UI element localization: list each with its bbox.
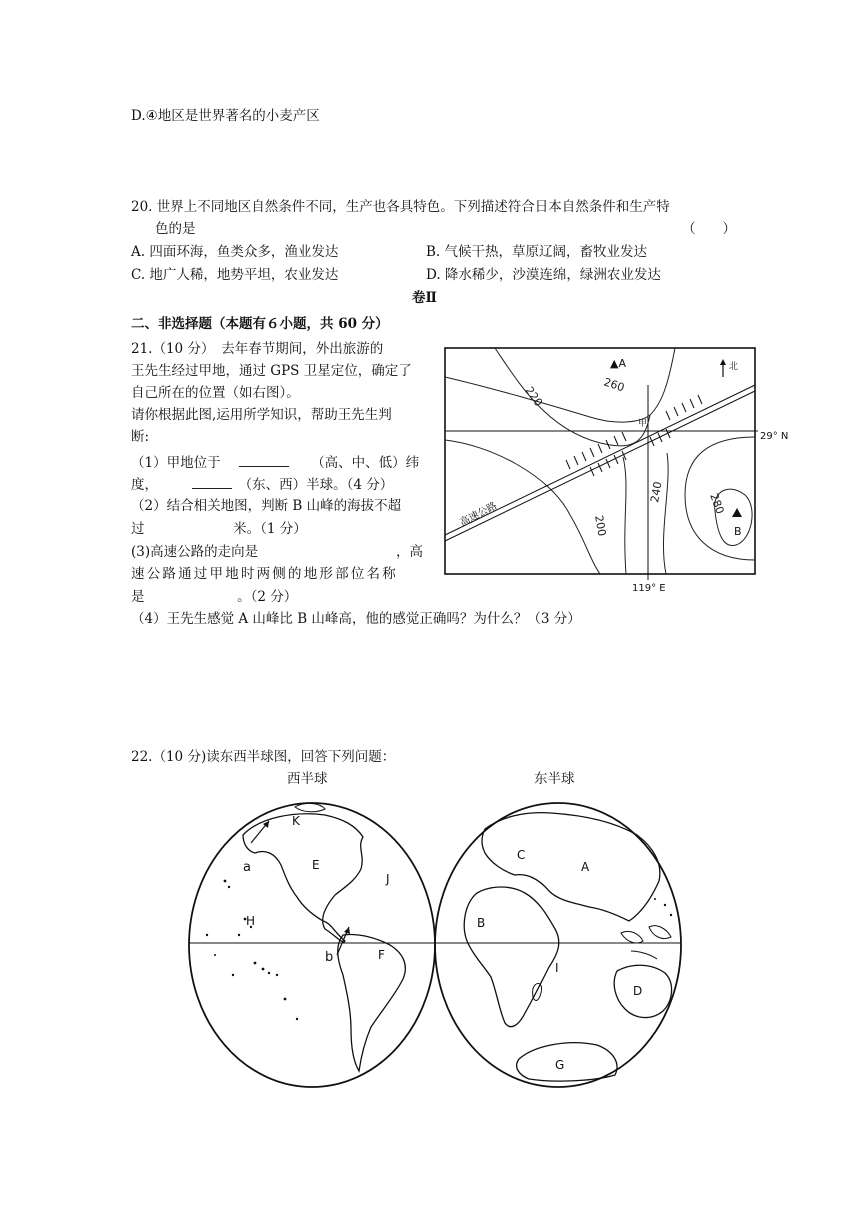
- west-hemisphere-outline: [189, 803, 435, 1087]
- answer-blank-hemisphere[interactable]: [192, 474, 232, 489]
- q21-part2-line2: [131, 518, 307, 541]
- q20-option-b: B. 气候干热，草原辽阔，畜牧业发达: [426, 244, 648, 260]
- north-label: 北: [729, 362, 739, 372]
- contour-line: [663, 453, 668, 574]
- q21-part1-a: （1）甲地位于: [131, 455, 221, 471]
- label-a-upper: A: [581, 860, 590, 874]
- q21-part3-d: 是: [131, 589, 145, 605]
- q21-part1-b: （高、中、低）纬: [311, 455, 420, 471]
- q21-line1: 21.（10 分） 去年春节期间，外出旅游的: [131, 341, 384, 357]
- volume-title: 卷Ⅱ: [412, 290, 437, 306]
- q20-stem-line2: 色的是: [155, 221, 196, 237]
- peak-b-triangle: [732, 508, 742, 517]
- arctic-island: [295, 803, 325, 811]
- q21-part2-a: （2）结合相关地图，判断 B 山峰的海拔不超: [131, 498, 402, 514]
- q21-part3-a: (3)高速公路的走向是: [131, 544, 259, 560]
- q20-option-c: C. 地广人稀，地势平坦，农业发达: [131, 267, 339, 283]
- answer-blank-terrain[interactable]: [175, 586, 231, 601]
- q21-part2-b: 过: [131, 521, 145, 537]
- jia-label: 甲: [638, 419, 648, 429]
- western-pacific-islands: [654, 898, 672, 916]
- contour-line: [445, 440, 600, 574]
- answer-blank-direction[interactable]: [290, 545, 386, 560]
- peak-b-label: B: [734, 525, 742, 538]
- contour-map-frame: [445, 348, 755, 574]
- highway-cut-hatching: [566, 395, 702, 476]
- q21-part1-line2: [131, 474, 393, 497]
- q20-option-d: D. 降水稀少，沙漠连绵，绿洲农业发达: [426, 267, 661, 283]
- label-g: G: [555, 1058, 565, 1072]
- contour-label-220: 220: [522, 384, 546, 409]
- q21-part3-e: 。（2 分）: [237, 589, 298, 605]
- q21-part4: （4）王先生感觉 A 山峰比 B 山峰高，他的感觉正确吗？为什么？（3 分）: [131, 611, 581, 627]
- answer-blank-latitude[interactable]: [239, 452, 289, 467]
- southeast-asia-islands: [621, 926, 671, 959]
- q21-part2-c: 米。（1 分）: [233, 521, 307, 537]
- contour-label-260: 260: [602, 375, 627, 395]
- q22-stem: 22.（10 分)读东西半球图，回答下列问题：: [131, 749, 396, 765]
- eurasia-outline: [482, 813, 660, 921]
- label-c: C: [517, 848, 526, 862]
- label-d: D: [633, 984, 643, 998]
- east-hemisphere-title: 东半球: [534, 771, 575, 787]
- q20-answer-paren: （ ）: [682, 221, 736, 237]
- highway-label: 高速公路: [458, 500, 500, 529]
- q21-part3-b: ，高: [396, 544, 423, 560]
- q21-part1-c: 度，: [131, 477, 158, 493]
- answer-blank-altitude[interactable]: [177, 518, 225, 533]
- label-e: E: [312, 858, 320, 872]
- west-hemisphere-title: 西半球: [287, 771, 328, 787]
- q21-part3-c: 速公路通过甲地时两侧的地形部位名称: [131, 566, 398, 582]
- contour-label-200: 200: [592, 514, 609, 538]
- label-a-lower: a: [243, 860, 251, 875]
- q21-line3: 自己所在的位置（如右图）。: [131, 385, 300, 401]
- q21-part3-line4: [131, 586, 297, 609]
- q20-option-a: A. 四面环海，鱼类众多，渔业发达: [131, 244, 339, 260]
- q20-stem-line1: 20. 世界上不同地区自然条件不同，生产也各具特色。下列描述符合日本自然条件和生产特: [131, 199, 670, 215]
- contour-label-280: 280: [707, 491, 727, 516]
- label-h: H: [246, 914, 256, 928]
- label-i: I: [555, 961, 559, 975]
- pacific-islands: [206, 880, 298, 1021]
- label-j: J: [386, 872, 390, 886]
- north-arrow-head: [720, 359, 726, 365]
- section-title: 二、非选择题（本题有６小题，共 60 分）: [131, 316, 389, 332]
- q21-line2: 王先生经过甲地，通过 GPS 卫星定位，确定了: [131, 363, 412, 379]
- contour-line: [623, 457, 626, 574]
- label-b-lower: b: [325, 950, 334, 965]
- q21-part1-d: （东、西）半球。（4 分）: [238, 477, 394, 493]
- q21-line5: 断:: [131, 429, 150, 445]
- label-k: K: [292, 814, 300, 828]
- latitude-label: 29° N: [760, 431, 789, 442]
- peak-a-label: ▲A: [610, 357, 626, 370]
- label-f: F: [378, 948, 385, 962]
- contour-label-240: 240: [648, 480, 665, 504]
- longitude-label: 119° E: [632, 583, 666, 594]
- africa-outline: [464, 887, 559, 1027]
- madagascar-outline: [533, 983, 542, 1000]
- q19-option-d: D.④地区是世界著名的小麦产区: [131, 108, 320, 124]
- q21-line4: 请你根据此图,运用所学知识，帮助王先生判: [131, 407, 392, 423]
- label-b-upper: B: [477, 916, 486, 930]
- antarctica-outline: [517, 1043, 617, 1081]
- contour-line: [445, 348, 675, 422]
- hemisphere-map: [185, 795, 685, 1095]
- arrow-b-head: [344, 927, 350, 934]
- australia-outline: [614, 965, 671, 1017]
- q21-part1-line1: [131, 452, 419, 475]
- contour-map: [440, 345, 815, 595]
- north-america-outline: [243, 814, 363, 942]
